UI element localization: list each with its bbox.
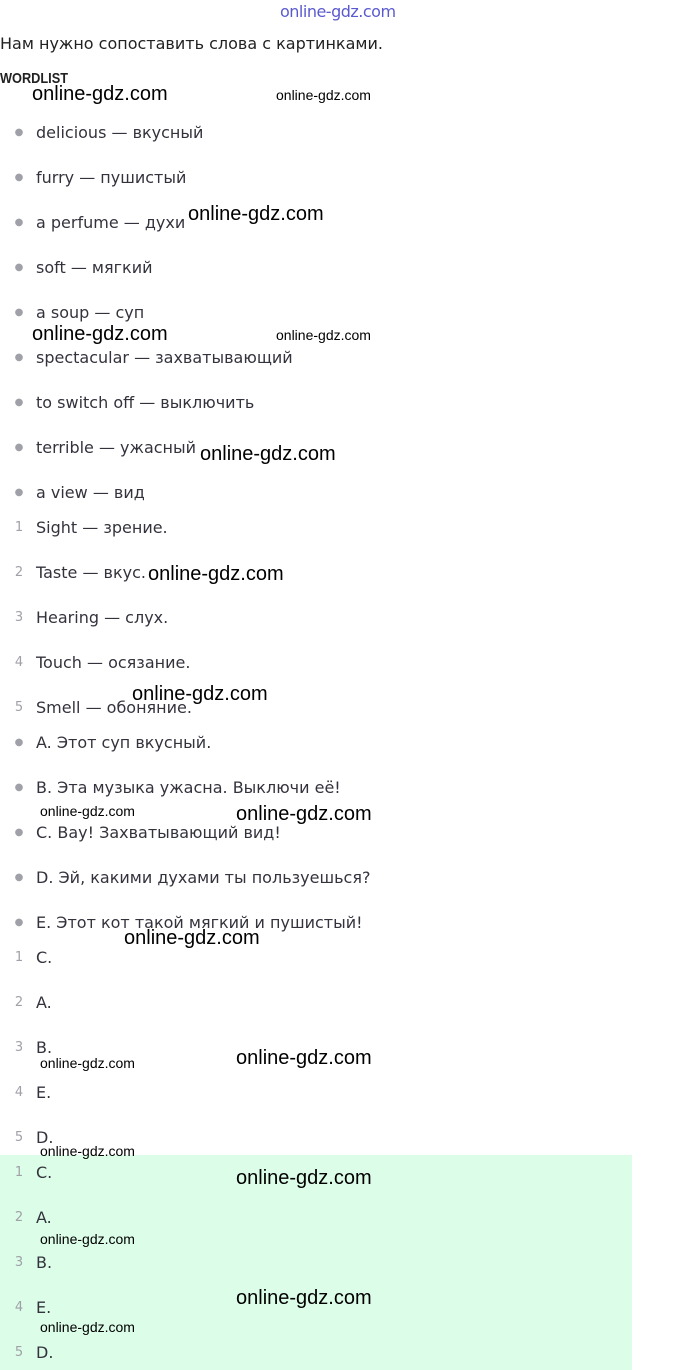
watermark: online-gdz.com	[40, 1055, 135, 1071]
watermark: online-gdz.com	[124, 927, 260, 949]
watermark: online-gdz.com	[132, 683, 268, 705]
bullet-icon: ●	[14, 917, 24, 928]
watermark: online-gdz.com	[32, 83, 168, 105]
item-number: 4	[14, 1085, 24, 1100]
item-number: 2	[14, 565, 24, 580]
watermark: online-gdz.com	[148, 563, 284, 585]
watermark: online-gdz.com	[236, 1047, 372, 1069]
item-number: 4	[14, 655, 24, 670]
watermark: online-gdz.com	[40, 1231, 135, 1247]
bullet-icon: ●	[14, 127, 24, 138]
watermark: online-gdz.com	[40, 803, 135, 819]
wordlist-heading: WORDLIST	[0, 70, 68, 87]
bullet-icon: ●	[14, 172, 24, 183]
watermark: online-gdz.com	[236, 1167, 372, 1189]
bullet-icon: ●	[14, 307, 24, 318]
item-number: 5	[14, 1345, 24, 1360]
item-number: 1	[14, 520, 24, 535]
watermark: online-gdz.com	[200, 443, 336, 465]
item-number: 3	[14, 1040, 24, 1055]
watermark: online-gdz.com	[188, 203, 324, 225]
bullet-icon: ●	[14, 262, 24, 273]
bullet-icon: ●	[14, 442, 24, 453]
item-number: 3	[14, 610, 24, 625]
item-number: 5	[14, 1130, 24, 1145]
item-number: 4	[14, 1300, 24, 1315]
bullet-icon: ●	[14, 487, 24, 498]
item-number: 2	[14, 995, 24, 1010]
bullet-icon: ●	[14, 782, 24, 793]
watermark: online-gdz.com	[276, 327, 371, 343]
watermark: online-gdz.com	[32, 323, 168, 345]
intro-text: Нам нужно сопоставить слова с картинками.	[0, 34, 383, 53]
item-number: 5	[14, 700, 24, 715]
watermark: online-gdz.com	[40, 1319, 135, 1335]
item-number: 2	[14, 1210, 24, 1225]
watermark: online-gdz.com	[276, 87, 371, 103]
watermark: online-gdz.com	[236, 803, 372, 825]
site-link[interactable]: online-gdz.com	[280, 2, 396, 21]
watermark: online-gdz.com	[40, 1143, 135, 1159]
bullet-icon: ●	[14, 217, 24, 228]
bullet-icon: ●	[14, 352, 24, 363]
bullet-icon: ●	[14, 737, 24, 748]
bullet-icon: ●	[14, 827, 24, 838]
bullet-icon: ●	[14, 397, 24, 408]
item-number: 1	[14, 1165, 24, 1180]
item-number: 1	[14, 950, 24, 965]
item-number: 3	[14, 1255, 24, 1270]
bullet-icon: ●	[14, 872, 24, 883]
watermark: online-gdz.com	[236, 1287, 372, 1309]
